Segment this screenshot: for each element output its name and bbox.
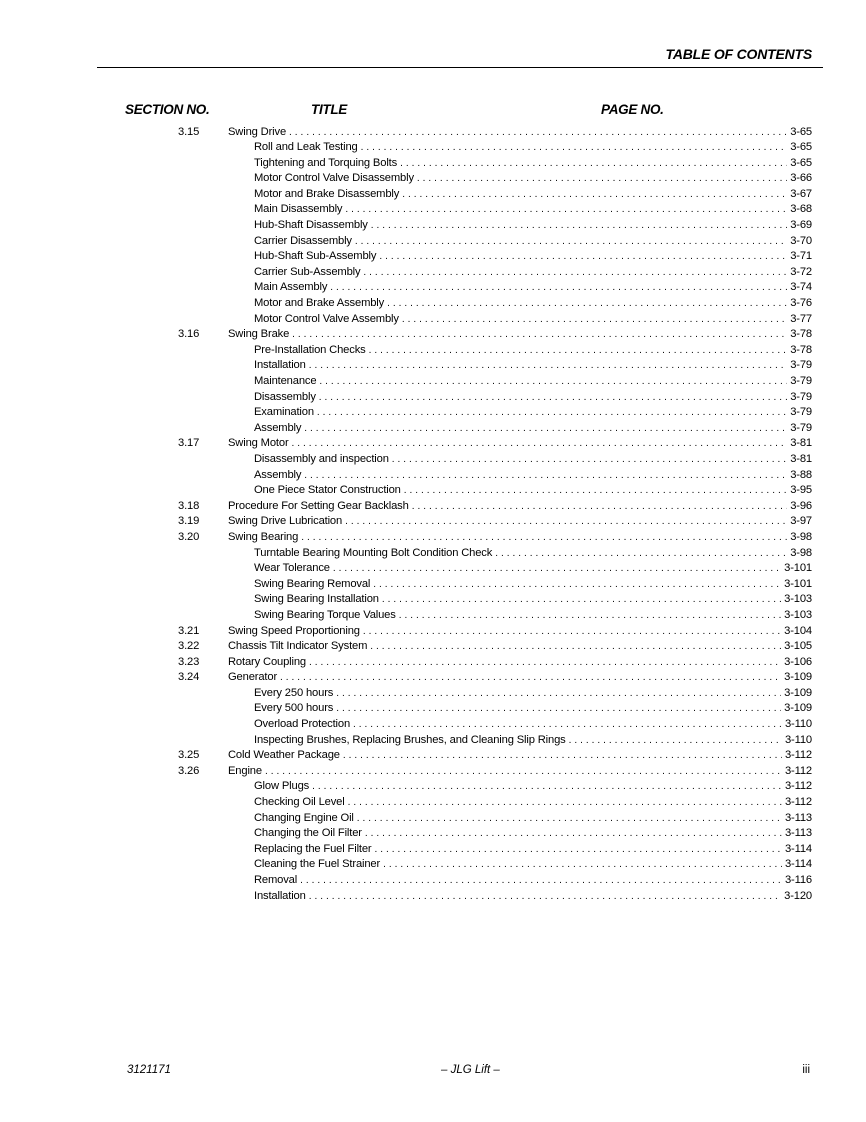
- toc-page-number: 3-97: [790, 515, 812, 528]
- toc-entry-title: Main Assembly: [254, 281, 328, 294]
- toc-entry[interactable]: [0, 795, 866, 811]
- toc-section-number: 3.20: [178, 530, 200, 543]
- toc-page-number: 3-77: [790, 312, 812, 325]
- toc-page-number: 3-109: [784, 702, 812, 715]
- toc-entry-title: Overload Protection: [254, 718, 351, 731]
- toc-entry-row: [254, 265, 812, 281]
- toc-section-number: 3.22: [178, 640, 200, 653]
- dot-leader: [304, 468, 787, 484]
- dot-leader: [363, 265, 787, 281]
- toc-entry[interactable]: [0, 436, 866, 452]
- toc-entry-title: Changing the Oil Filter: [254, 827, 362, 840]
- toc-entry-row: [254, 826, 812, 842]
- toc-page-number: 3-114: [784, 858, 812, 871]
- toc-entry[interactable]: [0, 748, 866, 764]
- toc-page-number: 3-96: [790, 499, 812, 512]
- toc-section-number: 3.19: [178, 515, 200, 528]
- toc-entry-row: [254, 592, 812, 608]
- toc-entry[interactable]: [0, 296, 866, 312]
- toc-entry-title: Every 250 hours: [254, 686, 334, 699]
- dot-leader: [365, 826, 782, 842]
- header-divider: [97, 67, 823, 68]
- toc-entry[interactable]: [0, 764, 866, 780]
- toc-entry-row: [254, 312, 812, 328]
- dot-leader: [280, 670, 781, 686]
- dot-leader: [355, 234, 787, 250]
- toc-entry[interactable]: [0, 561, 866, 577]
- toc-page-number: 3-72: [790, 265, 812, 278]
- dot-leader: [301, 530, 787, 546]
- dot-leader: [361, 140, 788, 156]
- dot-leader: [336, 686, 781, 702]
- toc-entry-title: Disassembly and inspection: [254, 452, 389, 465]
- dot-leader: [370, 639, 781, 655]
- dot-leader: [304, 421, 787, 437]
- toc-entry-row: [254, 202, 812, 218]
- toc-page-number: 3-109: [784, 671, 812, 684]
- toc-entry[interactable]: [0, 468, 866, 484]
- toc-entry[interactable]: [0, 202, 866, 218]
- dot-leader: [569, 733, 782, 749]
- dot-leader: [382, 592, 781, 608]
- dot-leader: [371, 218, 787, 234]
- toc-entry-row: [254, 701, 812, 717]
- toc-entry[interactable]: [0, 405, 866, 421]
- toc-section-number: 3.18: [178, 499, 200, 512]
- dot-leader: [309, 358, 788, 374]
- toc-section-number: 3.17: [178, 437, 200, 450]
- dot-leader: [369, 343, 788, 359]
- toc-entry-row: [228, 514, 812, 530]
- toc-entry-row: [254, 358, 812, 374]
- toc-entry[interactable]: [0, 358, 866, 374]
- table-of-contents-list: [0, 125, 866, 905]
- dot-leader: [319, 390, 787, 406]
- toc-section-number: 3.25: [178, 749, 200, 762]
- dot-leader: [392, 452, 787, 468]
- toc-section-number: 3.21: [178, 624, 200, 637]
- toc-entry[interactable]: [0, 140, 866, 156]
- toc-entry-title: Swing Brake: [228, 328, 290, 341]
- toc-entry-title: Glow Plugs: [254, 780, 310, 793]
- dot-leader: [345, 514, 787, 530]
- toc-entry[interactable]: [0, 125, 866, 141]
- toc-page-number: 3-74: [790, 281, 812, 294]
- toc-entry-row: [228, 436, 812, 452]
- dot-leader: [412, 499, 788, 515]
- toc-entry-row: [254, 280, 812, 296]
- footer-brand: – JLG Lift –: [441, 1064, 500, 1076]
- toc-entry-title: Pre-Installation Checks: [254, 343, 366, 356]
- dot-leader: [312, 779, 782, 795]
- toc-entry-row: [254, 842, 812, 858]
- toc-entry-title: Motor and Brake Disassembly: [254, 187, 400, 200]
- dot-leader: [404, 483, 787, 499]
- toc-entry[interactable]: [0, 234, 866, 250]
- toc-page-number: 3-65: [790, 156, 812, 169]
- toc-entry-row: [254, 390, 812, 406]
- dot-leader: [353, 717, 782, 733]
- toc-entry-row: [254, 218, 812, 234]
- toc-entry-row: [254, 857, 812, 873]
- toc-entry-row: [228, 530, 812, 546]
- toc-page-number: 3-113: [784, 811, 812, 824]
- toc-entry-title: Changing Engine Oil: [254, 811, 354, 824]
- toc-entry-title: Motor and Brake Assembly: [254, 297, 385, 310]
- toc-entry[interactable]: [0, 577, 866, 593]
- toc-page-number: 3-110: [784, 733, 812, 746]
- toc-section-number: 3.16: [178, 328, 200, 341]
- toc-entry-title: Installation: [254, 359, 306, 372]
- toc-entry-row: [254, 452, 812, 468]
- toc-entry[interactable]: [0, 312, 866, 328]
- toc-entry[interactable]: [0, 327, 866, 343]
- column-header-title: TITLE: [311, 102, 347, 117]
- toc-page-number: 3-68: [790, 203, 812, 216]
- toc-entry[interactable]: [0, 717, 866, 733]
- toc-entry-row: [254, 421, 812, 437]
- dot-leader: [363, 624, 781, 640]
- toc-page-number: 3-112: [784, 764, 812, 777]
- toc-entry[interactable]: [0, 530, 866, 546]
- toc-entry[interactable]: [0, 733, 866, 749]
- toc-page-number: 3-103: [784, 608, 812, 621]
- toc-entry-row: [254, 374, 812, 390]
- toc-entry-title: Swing Bearing Installation: [254, 593, 379, 606]
- toc-entry[interactable]: [0, 826, 866, 842]
- toc-entry-row: [254, 296, 812, 312]
- dot-leader: [317, 405, 787, 421]
- toc-entry-row: [254, 156, 812, 172]
- dot-leader: [357, 811, 782, 827]
- toc-page-number: 3-98: [790, 530, 812, 543]
- toc-entry-title: Carrier Disassembly: [254, 234, 352, 247]
- toc-entry-title: Hub-Shaft Sub-Assembly: [254, 250, 377, 263]
- toc-page-number: 3-79: [790, 375, 812, 387]
- toc-entry[interactable]: [0, 452, 866, 468]
- toc-entry-row: [254, 140, 812, 156]
- toc-page-number: 3-112: [784, 749, 812, 762]
- toc-entry-row: [254, 608, 812, 624]
- toc-entry-row: [228, 327, 812, 343]
- toc-entry[interactable]: [0, 280, 866, 296]
- toc-entry-title: Swing Bearing: [228, 530, 299, 543]
- toc-page-number: 3-81: [790, 437, 812, 450]
- dot-leader: [402, 312, 787, 328]
- toc-page-number: 3-103: [784, 593, 812, 606]
- toc-entry-title: Rotary Coupling: [228, 655, 306, 668]
- toc-page-number: 3-113: [784, 827, 812, 840]
- toc-entry-row: [254, 405, 812, 421]
- toc-entry[interactable]: [0, 686, 866, 702]
- dot-leader: [265, 764, 782, 780]
- dot-leader: [292, 327, 787, 343]
- toc-page-number: 3-76: [790, 297, 812, 310]
- toc-section-number: 3.23: [178, 655, 200, 668]
- toc-entry[interactable]: [0, 343, 866, 359]
- toc-entry[interactable]: [0, 374, 866, 390]
- toc-entry-title: Motor Control Valve Disassembly: [254, 172, 414, 185]
- toc-entry-title: Swing Speed Proportioning: [228, 624, 360, 637]
- toc-entry-title: Turntable Bearing Mounting Bolt Condition Check: [254, 546, 493, 559]
- toc-entry-row: [254, 889, 812, 905]
- toc-entry-row: [228, 764, 812, 780]
- toc-entry[interactable]: [0, 592, 866, 608]
- toc-entry-row: [254, 561, 812, 577]
- toc-page-number: 3-71: [790, 250, 812, 263]
- toc-page-number: 3-67: [790, 187, 812, 200]
- toc-entry-row: [254, 468, 812, 484]
- toc-entry-row: [254, 733, 812, 749]
- toc-entry[interactable]: [0, 483, 866, 499]
- toc-entry[interactable]: [0, 889, 866, 905]
- toc-entry-title: Swing Drive: [228, 125, 287, 138]
- toc-entry-title: One Piece Stator Construction: [254, 484, 401, 497]
- toc-entry-title: Engine: [228, 764, 262, 777]
- dot-leader: [417, 171, 787, 187]
- toc-page-number: 3-88: [790, 468, 812, 481]
- toc-entry-title: Swing Drive Lubrication: [228, 515, 343, 528]
- toc-page-number: 3-101: [784, 562, 812, 575]
- dot-leader: [319, 374, 787, 390]
- toc-page-number: 3-79: [790, 421, 812, 434]
- footer-document-number: 3121171: [127, 1064, 171, 1076]
- dot-leader: [336, 701, 781, 717]
- toc-entry-row: [228, 748, 812, 764]
- toc-page-number: 3-98: [790, 546, 812, 559]
- dot-leader: [348, 795, 782, 811]
- toc-entry-row: [254, 483, 812, 499]
- toc-entry[interactable]: [0, 873, 866, 889]
- toc-entry[interactable]: [0, 390, 866, 406]
- toc-section-number: 3.24: [178, 671, 200, 684]
- toc-entry[interactable]: [0, 811, 866, 827]
- toc-entry[interactable]: [0, 639, 866, 655]
- toc-entry-title: Tightening and Torquing Bolts: [254, 156, 398, 169]
- toc-entry-row: [228, 655, 812, 671]
- toc-entry[interactable]: [0, 608, 866, 624]
- toc-entry[interactable]: [0, 421, 866, 437]
- dot-leader: [343, 748, 782, 764]
- toc-entry-title: Replacing the Fuel Filter: [254, 842, 372, 855]
- dot-leader: [373, 577, 781, 593]
- toc-page-number: 3-65: [790, 141, 812, 154]
- toc-entry-title: Roll and Leak Testing: [254, 141, 358, 154]
- toc-section-number: 3.26: [178, 764, 200, 777]
- dot-leader: [402, 187, 787, 203]
- dot-leader: [399, 608, 781, 624]
- toc-entry-title: Swing Motor: [228, 437, 289, 450]
- toc-entry-row: [254, 811, 812, 827]
- toc-entry-row: [254, 234, 812, 250]
- toc-page-number: 3-120: [784, 889, 812, 902]
- dot-leader: [300, 873, 782, 889]
- toc-entry-title: Swing Bearing Removal: [254, 577, 371, 590]
- dot-leader: [379, 249, 787, 265]
- toc-entry-row: [254, 343, 812, 359]
- toc-entry-title: Maintenance: [254, 375, 317, 387]
- toc-entry-title: Hub-Shaft Disassembly: [254, 219, 368, 232]
- toc-page-number: 3-79: [790, 359, 812, 372]
- toc-entry-title: Procedure For Setting Gear Backlash: [228, 499, 409, 512]
- toc-page-number: 3-116: [784, 874, 812, 886]
- toc-entry-title: Swing Bearing Torque Values: [254, 608, 396, 621]
- toc-entry-title: Examination: [254, 406, 314, 419]
- toc-page-number: 3-78: [790, 328, 812, 341]
- toc-page-number: 3-66: [790, 172, 812, 185]
- column-header-page: PAGE NO.: [601, 102, 664, 117]
- dot-leader: [383, 857, 782, 873]
- toc-entry-title: Carrier Sub-Assembly: [254, 265, 361, 278]
- toc-entry-title: Chassis Tilt Indicator System: [228, 640, 368, 653]
- dot-leader: [495, 546, 787, 562]
- toc-entry[interactable]: [0, 624, 866, 640]
- toc-page-number: 3-101: [784, 577, 812, 590]
- toc-entry-row: [254, 577, 812, 593]
- toc-page-number: 3-110: [784, 718, 812, 731]
- dot-leader: [400, 156, 787, 172]
- toc-entry-row: [254, 171, 812, 187]
- toc-entry[interactable]: [0, 156, 866, 172]
- toc-entry-row: [228, 125, 812, 141]
- toc-entry[interactable]: [0, 187, 866, 203]
- footer-page-number: iii: [802, 1064, 810, 1076]
- toc-entry-title: Disassembly: [254, 390, 316, 403]
- dot-leader: [333, 561, 781, 577]
- toc-entry[interactable]: [0, 655, 866, 671]
- toc-page-number: 3-112: [784, 796, 812, 809]
- dot-leader: [330, 280, 787, 296]
- toc-entry-row: [254, 249, 812, 265]
- toc-page-number: 3-106: [784, 655, 812, 668]
- toc-entry[interactable]: [0, 701, 866, 717]
- dot-leader: [345, 202, 787, 218]
- toc-entry-title: Removal: [254, 874, 298, 886]
- toc-entry-row: [254, 779, 812, 795]
- toc-entry-title: Wear Tolerance: [254, 562, 330, 575]
- toc-entry-title: Inspecting Brushes, Replacing Brushes, and Cleaning Slip Rings: [254, 733, 566, 746]
- toc-page-number: 3-65: [790, 125, 812, 138]
- column-header-section: SECTION NO.: [125, 102, 210, 117]
- toc-entry-row: [228, 624, 812, 640]
- dot-leader: [289, 125, 787, 141]
- toc-entry[interactable]: [0, 171, 866, 187]
- dot-leader: [387, 296, 787, 312]
- toc-entry-row: [254, 717, 812, 733]
- toc-page-number: 3-81: [790, 452, 812, 465]
- toc-entry-title: Main Disassembly: [254, 203, 343, 216]
- toc-entry-row: [254, 686, 812, 702]
- dot-leader: [309, 655, 781, 671]
- toc-page-number: 3-105: [784, 640, 812, 653]
- toc-entry-title: Installation: [254, 889, 306, 902]
- toc-page-number: 3-109: [784, 686, 812, 699]
- toc-entry[interactable]: [0, 842, 866, 858]
- toc-entry[interactable]: [0, 546, 866, 562]
- toc-entry[interactable]: [0, 218, 866, 234]
- toc-page-number: 3-70: [790, 234, 812, 247]
- toc-page-number: 3-69: [790, 219, 812, 232]
- toc-page-number: 3-79: [790, 390, 812, 403]
- toc-entry-title: Generator: [228, 671, 278, 684]
- toc-entry-title: Every 500 hours: [254, 702, 334, 715]
- toc-entry[interactable]: [0, 670, 866, 686]
- toc-entry-title: Checking Oil Level: [254, 796, 345, 809]
- toc-entry[interactable]: [0, 265, 866, 281]
- dot-leader: [309, 889, 781, 905]
- toc-page-number: 3-78: [790, 343, 812, 356]
- toc-entry-title: Cold Weather Package: [228, 749, 340, 762]
- toc-entry-row: [254, 187, 812, 203]
- toc-entry[interactable]: [0, 514, 866, 530]
- toc-page-number: 3-104: [784, 624, 812, 637]
- page-header-title: TABLE OF CONTENTS: [665, 46, 812, 62]
- toc-entry[interactable]: [0, 857, 866, 873]
- toc-page-number: 3-112: [784, 780, 812, 793]
- toc-section-number: 3.15: [178, 125, 200, 138]
- toc-entry[interactable]: [0, 779, 866, 795]
- toc-entry[interactable]: [0, 249, 866, 265]
- toc-page-number: 3-114: [784, 842, 812, 855]
- toc-entry-title: Motor Control Valve Assembly: [254, 312, 399, 325]
- toc-entry-title: Cleaning the Fuel Strainer: [254, 858, 381, 871]
- toc-entry-row: [228, 670, 812, 686]
- toc-page-number: 3-95: [790, 484, 812, 497]
- toc-entry-row: [228, 499, 812, 515]
- toc-page-number: 3-79: [790, 406, 812, 419]
- toc-entry-row: [228, 639, 812, 655]
- toc-entry-title: Assembly: [254, 468, 302, 481]
- toc-entry-row: [254, 795, 812, 811]
- dot-leader: [292, 436, 788, 452]
- toc-entry-row: [254, 546, 812, 562]
- toc-entry-row: [254, 873, 812, 889]
- dot-leader: [375, 842, 782, 858]
- toc-entry[interactable]: [0, 499, 866, 515]
- toc-entry-title: Assembly: [254, 421, 302, 434]
